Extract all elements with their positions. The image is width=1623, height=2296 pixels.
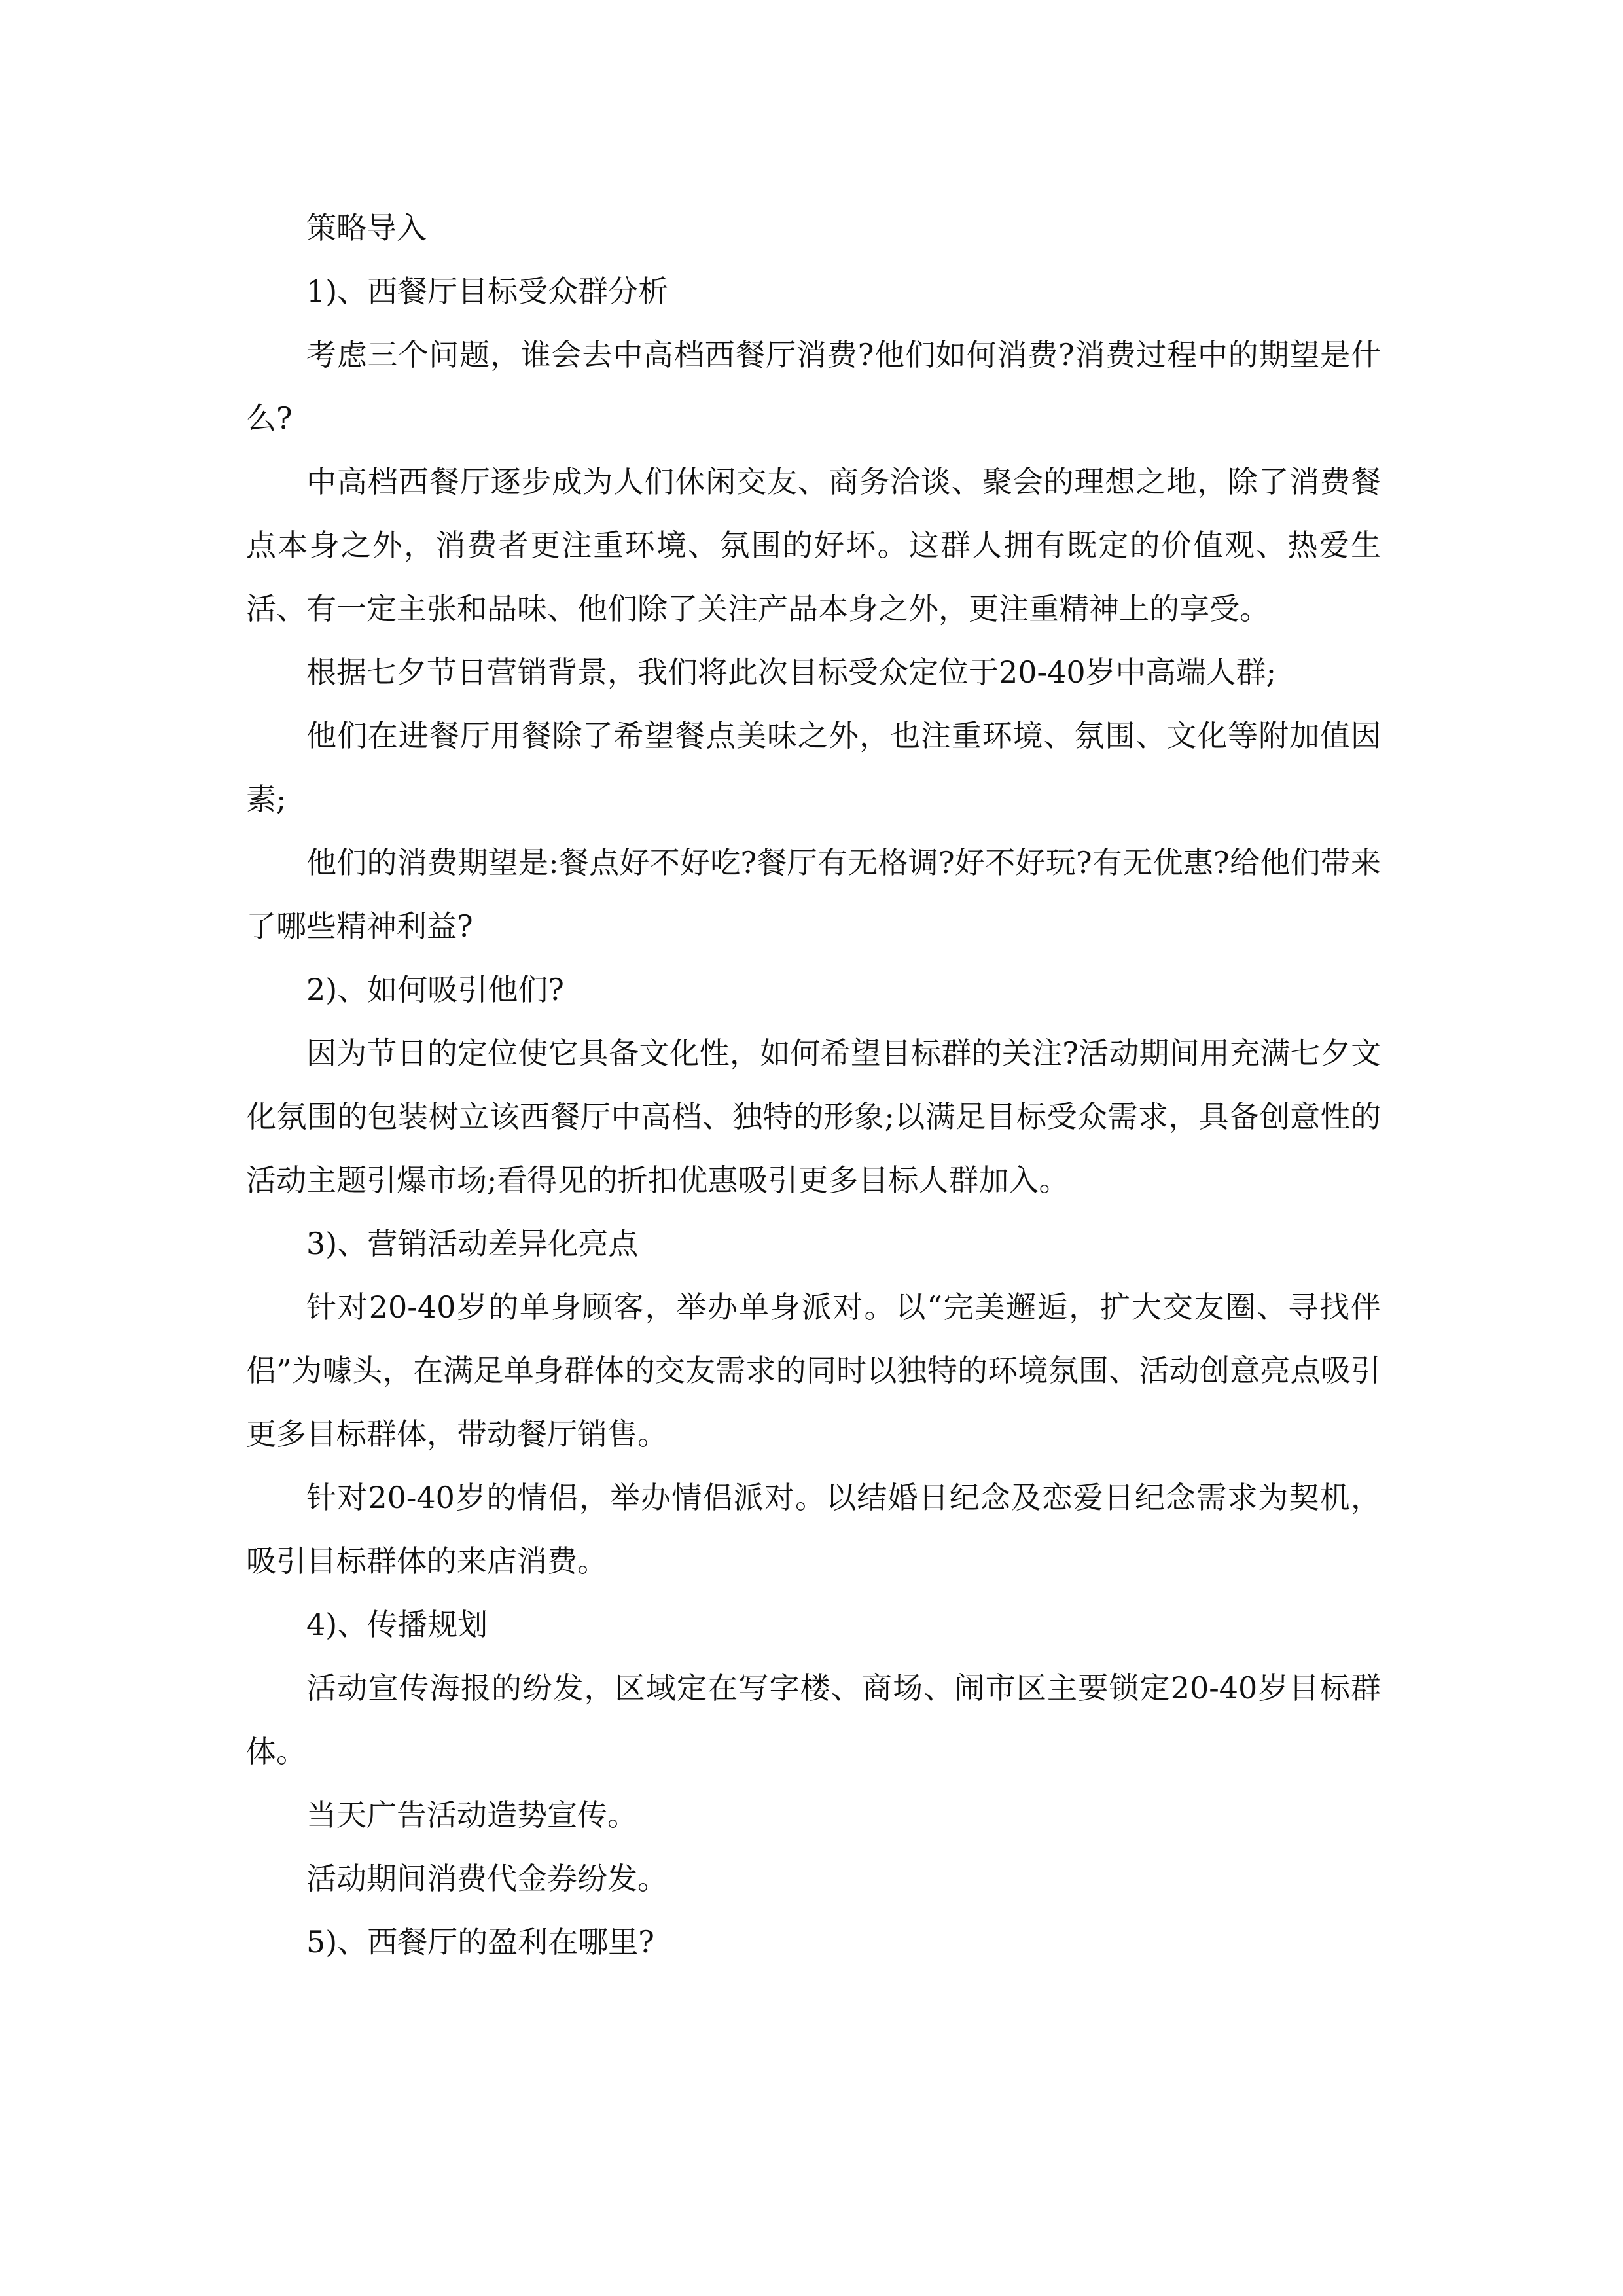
paragraph-attraction-strategy: 因为节日的定位使它具备文化性，如何希望目标群的关注?活动期间用充满七夕文化氛围的包装树立该西餐厅中高档、独特的形象;以满足目标受众需求，具备创意性的活动主题引爆市场;看得见的折扣优惠吸引更多目标人群加入。 xyxy=(246,1035,1381,1198)
paragraph-couples-party: 针对20-40岁的情侣，举办情侣派对。以结婚日纪念及恋爱日纪念需求为契机，吸引目标群体的来店消费。 xyxy=(246,1480,1381,1579)
paragraph-same-day-promotion: 当天广告活动造势宣传。 xyxy=(306,1797,637,1833)
heading-profit: 5)、西餐厅的盈利在哪里? xyxy=(306,1924,654,1960)
paragraph-strategy-intro: 策略导入 xyxy=(306,210,427,245)
paragraph-singles-party: 针对20-40岁的单身顾客，举办单身派对。以“完美邂逅，扩大交友圈、寻找伴侣”为噱头，在满足单身群体的交友需求的同时以独特的环境氛围、活动创意亮点吸引更多目标群体，带动餐厅销售。 xyxy=(246,1289,1381,1452)
heading-target-audience: 1)、西餐厅目标受众群分析 xyxy=(306,274,669,309)
paragraph-audience-positioning: 根据七夕节日营销背景，我们将此次目标受众定位于20-40岁中高端人群; xyxy=(306,655,1277,690)
heading-differentiation: 3)、营销活动差异化亮点 xyxy=(306,1226,639,1261)
paragraph-three-questions: 考虑三个问题，谁会去中高档西餐厅消费?他们如何消费?消费过程中的期望是什么? xyxy=(246,337,1381,436)
heading-how-to-attract: 2)、如何吸引他们? xyxy=(306,972,564,1007)
paragraph-consumer-expectations: 他们的消费期望是:餐点好不好吃?餐厅有无格调?好不好玩?有无优惠?给他们带来了哪些精神利益? xyxy=(246,845,1381,944)
paragraph-poster-distribution: 活动宣传海报的纷发，区域定在写字楼、商场、闹市区主要锁定20-40岁目标群体。 xyxy=(246,1670,1381,1769)
heading-communication-plan: 4)、传播规划 xyxy=(306,1607,488,1642)
paragraph-audience-profile: 中高档西餐厅逐步成为人们休闲交友、商务洽谈、聚会的理想之地，除了消费餐点本身之外，消费者更注重环境、氛围的好坏。这群人拥有既定的价值观、热爱生活、有一定主张和品味、他们除了关注产品本身之外，更注重精神上的享受。 xyxy=(246,464,1381,626)
document-body xyxy=(246,196,1381,1974)
paragraph-dining-factors: 他们在进餐厅用餐除了希望餐点美味之外，也注重环境、氛围、文化等附加值因素; xyxy=(246,718,1381,817)
paragraph-voucher-distribution: 活动期间消费代金券纷发。 xyxy=(306,1861,668,1896)
